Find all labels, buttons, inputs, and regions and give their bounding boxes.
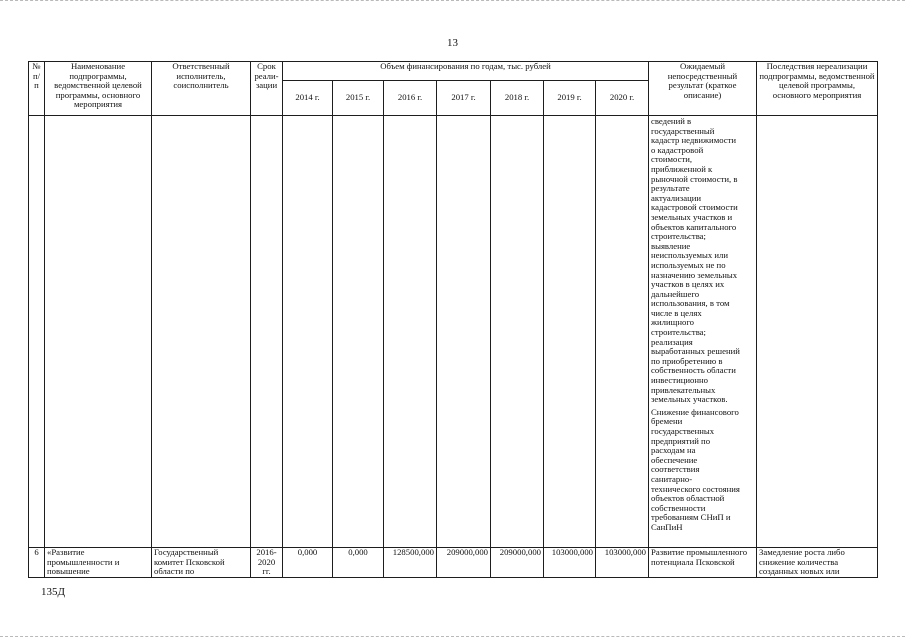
row-result: Развитие промышленного потенциала Псковской [649,548,757,578]
result-line: строительства; [651,327,706,338]
page-bottom-edge [0,636,905,639]
value-2019: 103000,000 [544,548,596,578]
result-line: государственных [651,426,715,436]
result-line: используемых не по [651,259,726,270]
year-2020: 2020 г. [596,81,649,116]
footer-code: 135Д [41,586,66,598]
cell-empty [596,116,649,548]
result-line: сведений в [651,116,692,126]
result-line: требованиям СНиП и [651,512,731,523]
page-top-edge [0,0,905,3]
funding-table [28,61,878,578]
year-2015: 2015 г. [333,81,384,116]
page-number: 13 [447,37,458,49]
result-line: объектов областной [651,493,725,504]
header-funding: Объем финансирования по годам, тыс. рублей [283,62,649,81]
result-line: расходам на [651,445,696,456]
result-line: о кадастровой [651,144,704,155]
result-line: земельных участков. [651,394,728,405]
cell-empty [283,116,333,548]
result-line: объектов капитального [651,221,737,232]
result-line: Снижение финансового [651,406,739,417]
result-text-part2 [651,408,754,533]
header-row [29,62,878,81]
result-line: выявление [651,240,691,251]
result-line: использования, в том [651,298,730,309]
cell-empty [251,116,283,548]
header-term: Срок реали-зации [251,62,283,116]
result-line: санитарно- [651,473,693,484]
header-name: Наименование подпрограммы, ведомственной целевой программы, основного мероприятия [45,62,152,116]
result-line: стоимости, [651,154,693,165]
result-line: предприятий по [651,435,711,446]
cell-empty [757,116,878,548]
header-responsible: Ответственный исполнитель, соисполнитель [152,62,251,116]
year-2018: 2018 г. [491,81,544,116]
result-line: кадастр недвижимости [651,135,737,146]
year-2019: 2019 г. [544,81,596,116]
value-2014: 0,000 [283,548,333,578]
result-line: строительства; [651,231,706,242]
result-line: технического состояния [651,483,740,494]
row-term: 2016-2020 гг. [251,548,283,578]
year-2016: 2016 г. [384,81,437,116]
value-2017: 209000,000 [437,548,491,578]
cell-empty [333,116,384,548]
row-responsible: Государственный комитет Псковской области по [152,548,251,578]
cell-empty [544,116,596,548]
value-2020: 103000,000 [596,548,649,578]
value-2016: 128500,000 [384,548,437,578]
result-line: бремени [651,416,683,427]
result-line: соответствия [651,464,700,475]
value-2015: 0,000 [333,548,384,578]
cell-empty [152,116,251,548]
result-line: государственный [651,125,715,136]
table-row [29,548,878,578]
result-line: собственности [651,502,706,513]
result-line: по приобретению в [651,355,723,366]
result-line: инвестиционно [651,375,709,386]
result-line: СанПиН [651,521,683,532]
cell-empty [45,116,152,548]
result-line: участков в целях их [651,279,725,290]
result-line: земельных участков и [651,211,733,222]
result-line: реализация [651,336,693,347]
result-line: обеспечение [651,454,698,465]
result-line: неиспользуемых или [651,250,729,261]
cell-empty [491,116,544,548]
year-2017: 2017 г. [437,81,491,116]
cell-empty [437,116,491,548]
result-line: кадастровой стоимости [651,202,738,213]
cell-empty [384,116,437,548]
row-name: «Развитие промышленности и повышение [45,548,152,578]
result-line: привлекательных [651,384,716,395]
cell-empty [29,116,45,548]
year-2014: 2014 г. [283,81,333,116]
result-continuation [649,116,757,548]
result-line: числе в целях [651,307,702,318]
result-line: жилищного [651,317,695,328]
result-line: рыночной стоимости, в [651,173,738,184]
result-text-part1 [651,117,754,405]
result-line: дальнейшего [651,288,700,299]
result-line: выработанных решений [651,346,740,357]
result-line: актуализации [651,192,702,203]
header-result: Ожидаемый непосредственный результат (краткое описание) [649,62,757,116]
result-line: собственность области [651,365,736,376]
value-2018: 209000,000 [491,548,544,578]
header-num: № п/п [29,62,45,116]
result-line: назначению земельных [651,269,738,280]
row-consequences: Замедление роста либо снижение количества созданных новых или [757,548,878,578]
header-consequences: Последствия нереализации подпрограммы, ведомственной целевой программы, основного мероприятия [757,62,878,116]
row-num: 6 [29,548,45,578]
continuation-row [29,116,878,548]
result-line: результате [651,183,690,194]
result-line: приближенной к [651,163,713,174]
